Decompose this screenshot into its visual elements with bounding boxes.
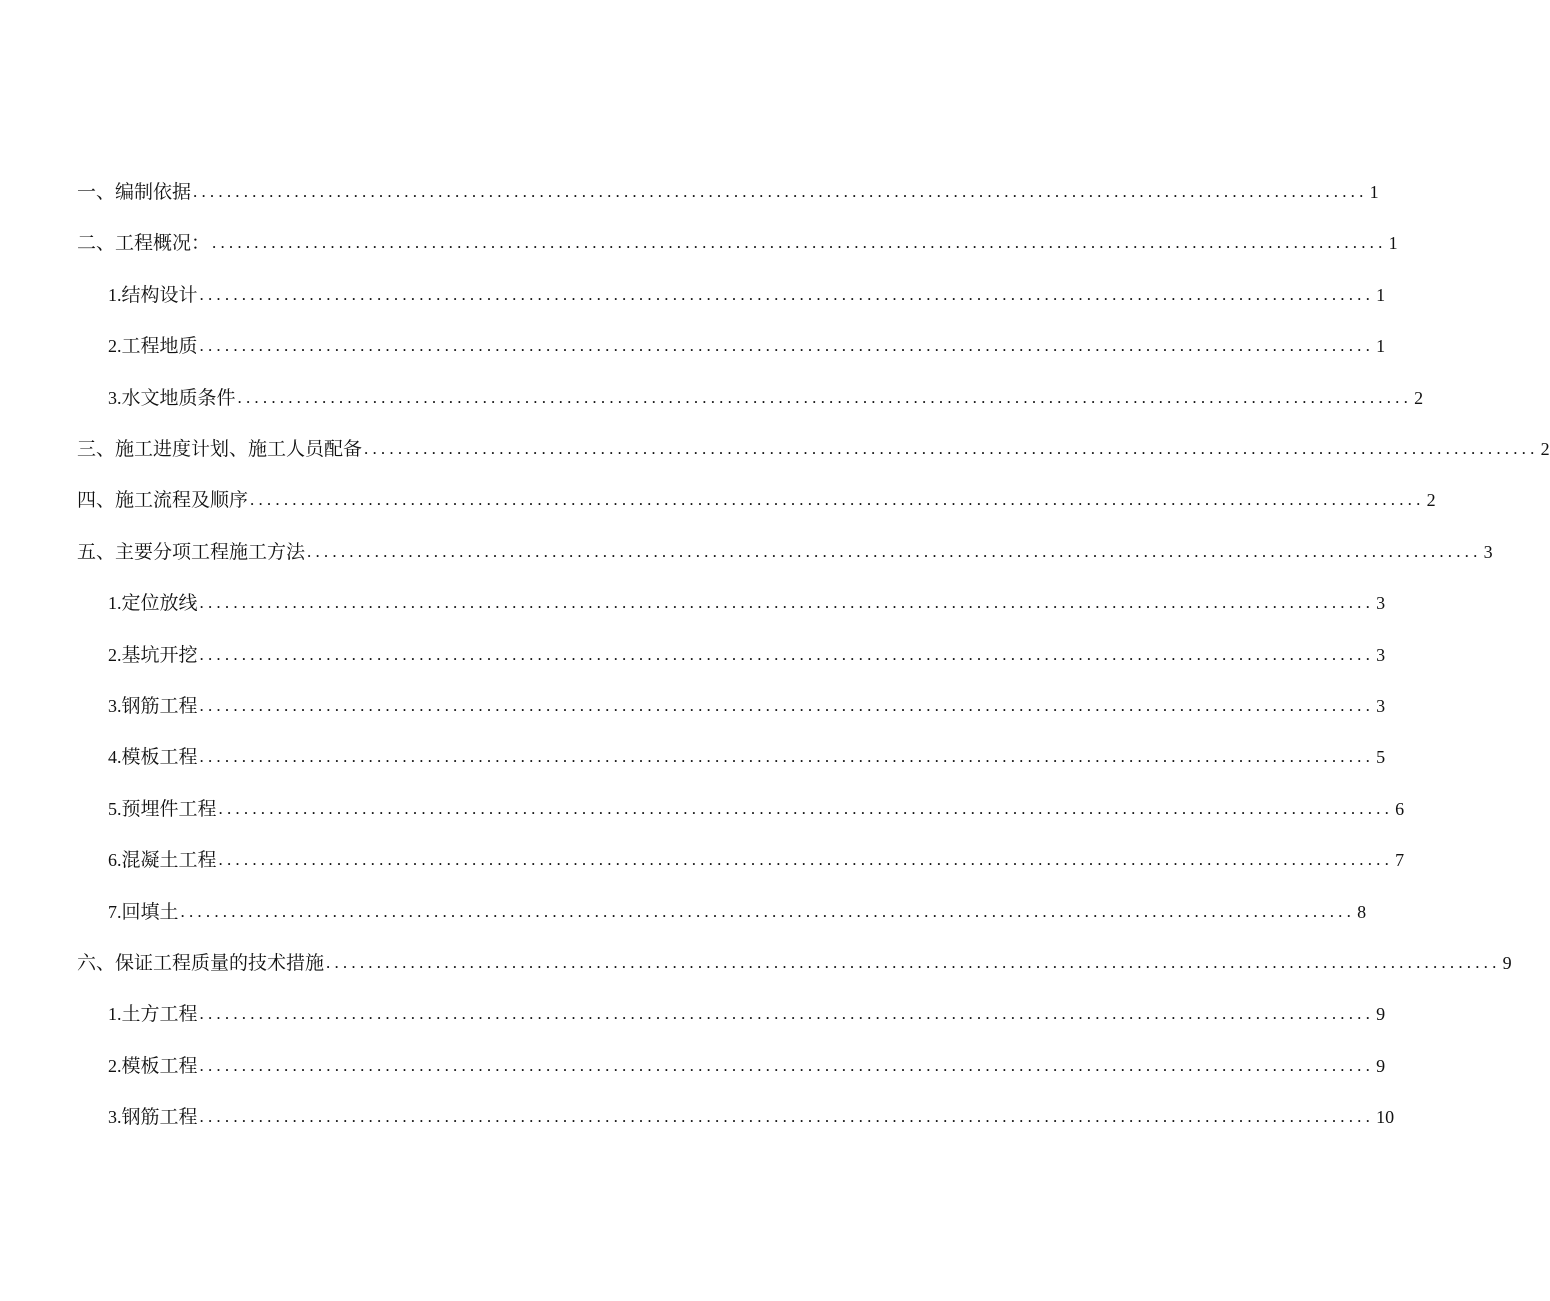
toc-entry[interactable] — [108, 1093, 1395, 1129]
toc-leader-dots: ........................................................................................................................................... — [193, 182, 1368, 201]
toc-entry-number: 六、 — [77, 952, 116, 974]
toc-entry-number: 2. — [108, 644, 122, 665]
toc-leader-dots: ........................................................................................................................................... — [180, 901, 1356, 921]
toc-leader-dots: ........................................................................................................................................... — [237, 387, 1413, 407]
toc-entry-label: 钢筋工程 — [121, 695, 198, 717]
toc-entry-page-number: 1 — [1369, 182, 1379, 202]
toc-entry-label: 模板工程 — [121, 746, 198, 769]
toc-entry-label: 基坑开挖 — [121, 643, 198, 666]
toc-entry-page-number: 1 — [1388, 233, 1398, 254]
toc-leader-dots: ........................................................................................................................................... — [199, 696, 1375, 715]
toc-entry-page-number: 8 — [1357, 901, 1367, 922]
toc-entry-number: 2. — [108, 336, 122, 357]
toc-entry-label: 一、编制依据 — [77, 181, 192, 203]
toc-entry[interactable] — [108, 888, 1367, 924]
toc-entry[interactable] — [77, 425, 1550, 461]
toc-leader-dots: ........................................................................................................................................... — [218, 850, 1394, 870]
toc-entry[interactable] — [77, 528, 1493, 564]
toc-entry-page-number: 3 — [1376, 644, 1386, 665]
toc-entry[interactable] — [77, 476, 1436, 512]
toc-entry[interactable] — [108, 579, 1386, 615]
toc-leader-dots: ........................................................................................................................................... — [326, 953, 1501, 972]
toc-entry[interactable] — [108, 733, 1386, 769]
toc-entry-page-number: 2 — [1414, 387, 1424, 408]
toc-entry-page-number: 9 — [1502, 953, 1512, 973]
toc-entry-page-number: 1 — [1376, 284, 1386, 305]
toc-entry[interactable] — [108, 322, 1386, 358]
toc-entry-page-number: 6 — [1395, 798, 1405, 819]
toc-entry-number: 1. — [108, 284, 122, 305]
toc-entry-page-number: 2 — [1426, 490, 1436, 511]
toc-entry-number: 5. — [108, 798, 122, 819]
toc-leader-dots: ........................................................................................................................................... — [364, 439, 1539, 458]
toc-entry[interactable] — [108, 374, 1424, 410]
toc-entry[interactable] — [108, 1042, 1386, 1078]
toc-entry[interactable] — [77, 939, 1512, 975]
toc-entry[interactable] — [108, 785, 1405, 821]
toc-entry-page-number: 3 — [1376, 593, 1386, 614]
toc-leader-dots: ........................................................................................................................................... — [199, 284, 1375, 304]
toc-entry-page-number: 2 — [1540, 439, 1550, 459]
toc-entry[interactable] — [108, 631, 1386, 667]
toc-entry-page-number: 5 — [1376, 747, 1386, 768]
toc-entry-label: 结构设计 — [121, 283, 198, 306]
toc-entry-number: 1. — [108, 1004, 122, 1025]
toc-entry-label: 预埋件工程 — [121, 797, 217, 820]
toc-leader-dots: ........................................................................................................................................... — [212, 233, 1387, 253]
toc-entry-label: 土方工程 — [121, 1003, 198, 1026]
toc-entry-number: 3. — [108, 1107, 122, 1128]
toc-entry-page-number: 1 — [1376, 336, 1386, 357]
toc-entry[interactable] — [77, 219, 1398, 255]
toc-entry[interactable] — [108, 271, 1386, 307]
toc-entry-page-number: 3 — [1376, 696, 1386, 716]
toc-entry-label: 水文地质条件 — [121, 386, 236, 409]
toc-entry-label: 五、主要分项工程施工方法 — [77, 540, 306, 563]
toc-leader-dots: ........................................................................................................................................... — [199, 1004, 1375, 1024]
toc-entry-number: 1. — [108, 593, 122, 614]
toc-entry[interactable] — [108, 682, 1386, 718]
toc-leader-dots: ........................................................................................................................................... — [307, 541, 1482, 561]
toc-entry-label: 四、施工流程及顺序 — [77, 489, 249, 512]
toc-entry-label: 钢筋工程 — [121, 1106, 198, 1129]
toc-entry-page-number: 9 — [1376, 1004, 1386, 1025]
toc-entry-label: 三、施工进度计划、施工人员配备 — [77, 438, 363, 460]
toc-entry-label: 保证工程质量的技术措施 — [115, 952, 325, 974]
toc-entry-page-number: 3 — [1483, 541, 1493, 562]
toc-entry-label: 混凝土工程 — [121, 849, 217, 872]
toc-leader-dots: ........................................................................................................................................... — [250, 490, 1425, 510]
toc-entry-number: 6. — [108, 850, 122, 871]
toc-entry[interactable] — [108, 990, 1386, 1026]
toc-entry-number: 3. — [108, 696, 122, 716]
toc-entry-number: 4. — [108, 747, 122, 768]
toc-leader-dots: ........................................................................................................................................... — [199, 1107, 1375, 1127]
toc-entry-label: 定位放线 — [121, 592, 198, 615]
toc-leader-dots: ........................................................................................................................................... — [199, 747, 1375, 767]
toc-leader-dots: ........................................................................................................................................... — [199, 644, 1375, 664]
toc-entry[interactable] — [108, 836, 1405, 872]
toc-entry-page-number: 10 — [1376, 1107, 1395, 1128]
toc-leader-dots: ........................................................................................................................................... — [218, 798, 1394, 818]
toc-entry-label: 回填土 — [121, 900, 179, 923]
toc-entry-page-number: 7 — [1395, 850, 1405, 871]
toc-leader-dots: ........................................................................................................................................... — [199, 1055, 1375, 1075]
toc-entry-label: 工程地质 — [121, 335, 198, 358]
toc-entry-page-number: 9 — [1376, 1055, 1386, 1076]
toc-entry-number: 2. — [108, 1055, 122, 1076]
toc-entry-number: 3. — [108, 387, 122, 408]
toc-leader-dots: ........................................................................................................................................... — [199, 336, 1375, 356]
toc-entry-label: 二、工程概况： — [77, 232, 211, 255]
toc-entry-number: 7. — [108, 901, 122, 922]
toc-leader-dots: ........................................................................................................................................... — [199, 593, 1375, 613]
toc-entry[interactable] — [77, 168, 1379, 204]
toc-entry-label: 模板工程 — [121, 1054, 198, 1077]
